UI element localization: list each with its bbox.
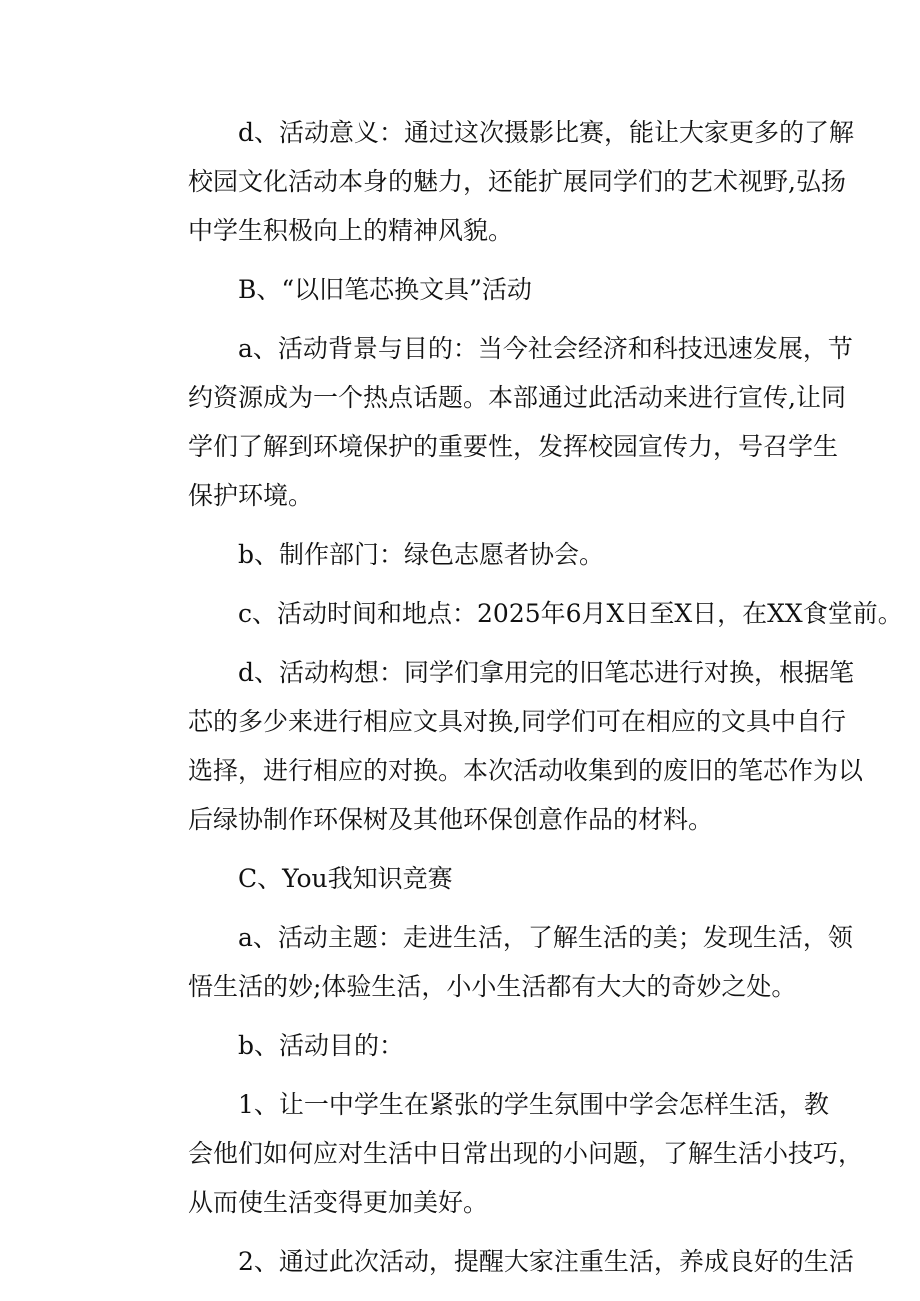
text-line: d、活动意义：通过这次摄影比赛，能让大家更多的了解 bbox=[238, 118, 855, 147]
paragraph-background-purpose bbox=[138, 324, 853, 520]
paragraph-activity-purpose-heading bbox=[138, 1021, 798, 1070]
paragraph-purpose-item-1 bbox=[138, 1080, 864, 1227]
text-line: 2、通过此次活动，提醒大家注重生活，养成良好的生活 bbox=[238, 1247, 854, 1276]
text-line: 悟生活的妙;体验生活，小小生活都有大大的奇妙之处。 bbox=[188, 972, 797, 1001]
text-line: d、活动构想：同学们拿用完的旧笔芯进行对换，根据笔 bbox=[238, 658, 855, 687]
text-line: 保护环境。 bbox=[188, 481, 314, 510]
paragraph-department bbox=[138, 530, 798, 579]
text-line: 后绿协制作环保树及其他环保创意作品的材料。 bbox=[188, 805, 714, 834]
heading-line: B、“以旧笔芯换文具”活动 bbox=[238, 275, 532, 304]
text-line: 学们了解到环境保护的重要性，发挥校园宣传力，号召学生 bbox=[188, 432, 839, 461]
paragraph-activity-theme bbox=[138, 913, 853, 1011]
text-line: 从而使生活变得更加美好。 bbox=[188, 1188, 489, 1217]
text-line: b、制作部门：绿色志愿者协会。 bbox=[238, 540, 605, 569]
text-line: 芯的多少来进行相应文具对换,同学们可在相应的文具中自行 bbox=[188, 707, 846, 736]
section-heading-b bbox=[138, 265, 798, 314]
text-line: 约资源成为一个热点话题。本部通过此活动来进行宣传,让同 bbox=[188, 383, 846, 412]
text-line: a、活动主题：走进生活，了解生活的美；发现生活，领 bbox=[238, 923, 853, 952]
paragraph-purpose-item-2 bbox=[138, 1237, 854, 1286]
text-line: 选择，进行相应的对换。本次活动收集到的废旧的笔芯作为以 bbox=[188, 756, 864, 785]
document-body bbox=[138, 108, 903, 1286]
section-heading-c bbox=[138, 854, 798, 903]
text-line: a、活动背景与目的：当今社会经济和科技迅速发展，节 bbox=[238, 334, 853, 363]
paragraph-activity-significance bbox=[138, 108, 855, 255]
text-line: 1、让一中学生在紧张的学生氛围中学会怎样生活，教 bbox=[238, 1090, 829, 1119]
text-line: 校园文化活动本身的魅力，还能扩展同学们的艺术视野,弘扬 bbox=[188, 167, 846, 196]
text-line: c、活动时间和地点：2025年6月X日至X日，在XX食堂前。 bbox=[238, 599, 903, 628]
heading-line: C、You我知识竞赛 bbox=[238, 864, 453, 893]
text-line: b、活动目的： bbox=[238, 1031, 405, 1060]
text-line: 中学生积极向上的精神风貌。 bbox=[188, 216, 514, 245]
paragraph-activity-concept bbox=[138, 648, 864, 844]
text-line: 会他们如何应对生活中日常出现的小问题，了解生活小技巧， bbox=[188, 1139, 864, 1168]
paragraph-time-location bbox=[138, 589, 903, 638]
